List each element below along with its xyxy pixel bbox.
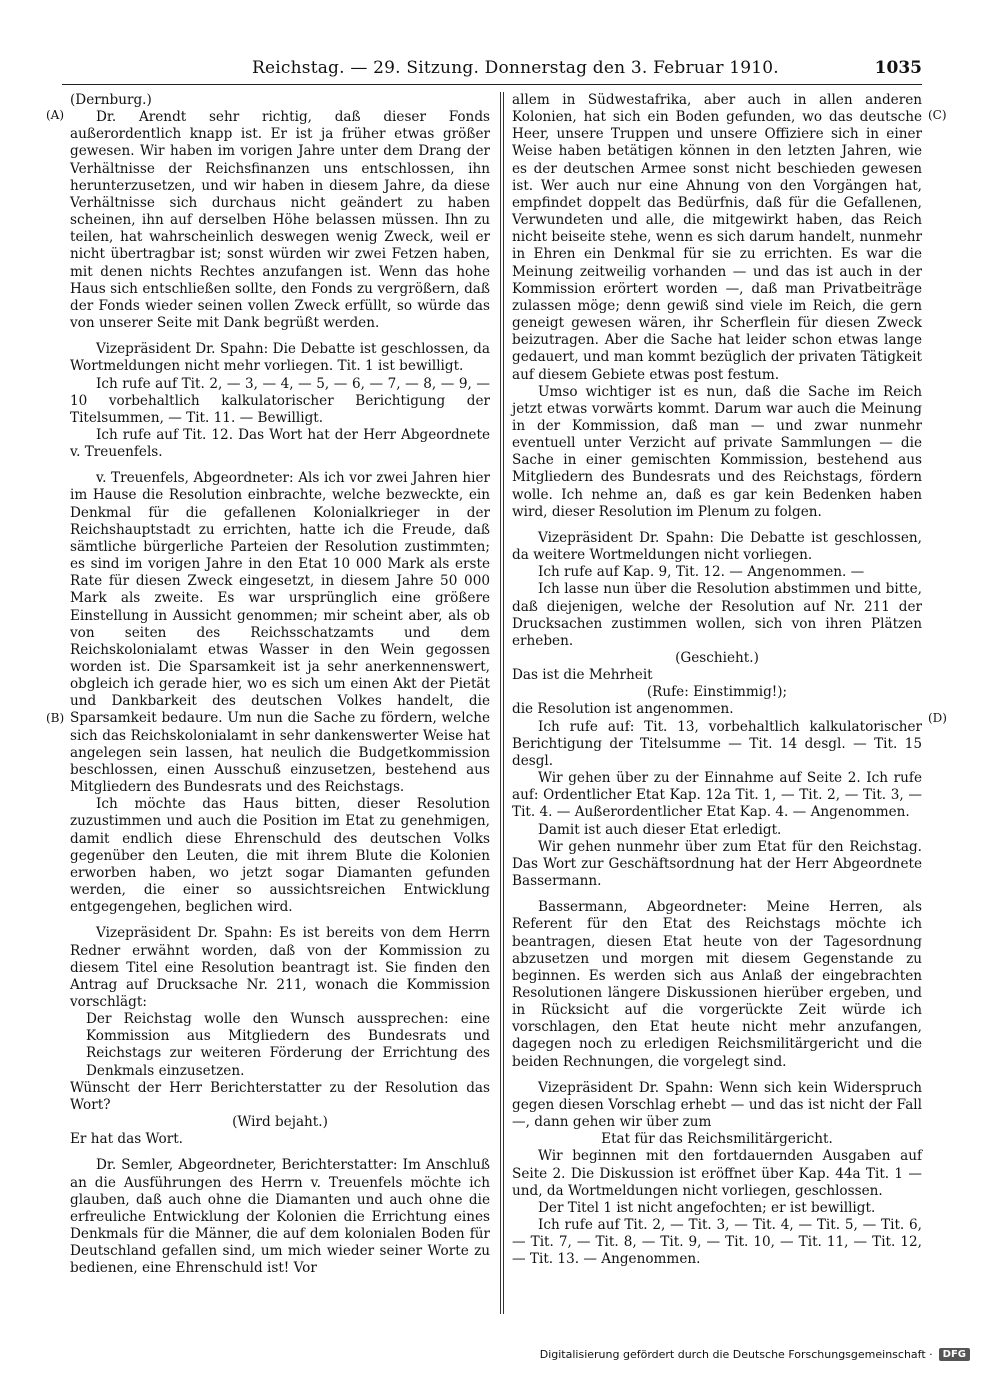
paragraph: Er hat das Wort. xyxy=(70,1131,184,1148)
paragraph: Das ist die Mehrheit xyxy=(512,667,653,684)
paragraph: Der Titel 1 ist nicht angefochten; er ist bewilligt. xyxy=(538,1199,876,1216)
paragraph: Wünscht der Herr Berichterstatter zu der Resolution das Wort? xyxy=(70,1079,490,1113)
paragraph: Ich rufe auf Tit. 2, — Tit. 3, — Tit. 4, — Tit. 5, — Tit. 6, — Tit. 7, — Tit. 8, — Tit. 9, — Tit. 10, — Tit. 11, — Tit. 12, — Tit. 13. — Angenommen. xyxy=(512,1217,922,1268)
paragraph: Dr. Semler, Abgeordneter, Berichterstatter: Im Anschluß an die Ausführungen des Herrn v. Treuenfels möchte ich glauben, daß auch ohne die Diamanten und auch ohne die erfreuliche Entwicklung der Kolonien die Errichtung eines Denkmals für die Männer, die auf dem kolonialen Boden für Deutschland gefallen sind, um mich wieder seiner Worte zu bedienen, eine Ehrenschuld ist! Vor xyxy=(70,1157,490,1277)
paragraph: Der Reichstag wolle den Wunsch aussprechen: eine Kommission aus Mitgliedern des Bundesrats und Reichstags zur weiteren Förderung der Errichtung des Denkmals einzusetzen. xyxy=(86,1011,490,1079)
page-number: 1035 xyxy=(874,58,922,78)
paragraph: (Wird bejaht.) xyxy=(232,1114,328,1131)
paragraph: Bassermann, Abgeordneter: Meine Herren, als Referent für den Etat des Reichstags möchte ich beantragen, diesen Etat heute von der Tagesordnung abzusetzen und morgen mit diesem Gegenstande zu beginnen. Es werden sich aus Anlaß der eingebrachten Resolutionen längere Diskussionen hierüber ergeben, und in Rücksicht auf die vorgerückte Zeit würde ich vorschlagen, den Etat heute nicht mehr anzufangen, dagegen noch zu erledigen Reichsmilitärgericht und die beiden Rechnungen, die vorgelegt sind. xyxy=(512,899,922,1070)
paragraph: Damit ist auch dieser Etat erledigt. xyxy=(538,821,782,838)
paragraph: Dr. Arendt sehr richtig, daß dieser Fonds außerordentlich knapp ist. Er ist ja früher etwas größer gewesen. Wir haben im vorigen Jahre unter dem Drang der Verhältnisse der Reichsfinanzen uns entschlossen, ihn herunterzusetzen, und wir haben in diesem Jahre, da diese Verhältnisse sich durchaus nicht geändert zu haben scheinen, ihn auf derselben Höhe belassen müssen. Ihn zu teilen, hat wahrscheinlich deswegen wenig Zweck, weil er nicht übertragbar ist; sonst würden wir zwei Fetzen haben, mit denen nichts Rechtes anzufangen ist. Wenn das hohe Haus sich entschließen sollte, den Fonds zu vergrößern, daß der Fonds wieder seinen vollen Zweck erfüllt, so würde das von unserer Seite mit Dank begrüßt werden. xyxy=(70,109,490,332)
paragraph: Ich rufe auf Kap. 9, Tit. 12. — Angenommen. — xyxy=(538,564,865,581)
column-divider xyxy=(500,92,501,1314)
paragraph: Vizepräsident Dr. Spahn: Die Debatte ist geschlossen, da weitere Wortmeldungen nicht vorliegen. xyxy=(512,529,922,564)
left-column xyxy=(70,92,490,1277)
footer xyxy=(540,1348,970,1361)
paragraph: Wir gehen nunmehr über zum Etat für den Reichstag. Das Wort zur Geschäftsordnung hat der Herr Abgeordnete Bassermann. xyxy=(512,838,922,890)
paragraph: die Resolution ist angenommen. xyxy=(512,701,734,718)
paragraph: Umso wichtiger ist es nun, daß die Sache im Reich jetzt etwas vorwärts kommt. Darum war auch die Meinung in der Kommission, daß man — und zwar nunmehr eventuell unter Verzicht auf private Sammlungen — die Sache in einer gemischten Kommission, bestehend aus Mitgliedern des Bundesrats und des Reichstags, fördern wolle. Ich nehme an, daß es gar kein Bedenken haben wird, dieser Resolution im Plenum zu folgen. xyxy=(512,383,922,520)
paragraph: Ich lasse nun über die Resolution abstimmen und bitte, daß diejenigen, welche der Resolution auf Nr. 211 der Drucksachen zustimmen wollen, sich von ihren Plätzen erheben. xyxy=(512,581,922,649)
paragraph: v. Treuenfels, Abgeordneter: Als ich vor zwei Jahren hier im Hause die Resolution einbrachte, welche bezweckte, ein Denkmal für die gefallenen Kolonialkrieger in der Reichshauptstadt zu errichten, hatte ich die Freude, daß sämtliche bürgerliche Parteien der Resolution zustimmten; es sind im vorigen Jahre in den Etat 10 000 Mark als erste Rate für diesen Zweck eingesetzt, in diesem Jahre 50 000 Mark als zweite. Es war ursprünglich eine größere Einstellung in Aussicht genommen; mir scheint aber, als ob von seiten des Reichsschatzamts und dem Reichskolonialamt etwas Wasser in den Wein gegossen worden ist. Die Sparsamkeit ist ja sehr anerkennenswert, obgleich ich gerade hier, wo es sich um einen Akt der Pietät und Dankbarkeit des deutschen Volkes handelt, die Sparsamkeit bedaure. Um nun die Sache zu fördern, welche sich das Reichskolonialamt in sehr dankenswerter Weise hat angelegen sein lassen, hat neulich die Budgetkommission beschlossen, einen Ausschuß einzusetzen, bestehend aus Mitgliedern des Bundesrats und des Reichstags. xyxy=(70,470,490,796)
dfg-logo: DFG xyxy=(939,1348,970,1361)
paragraph: Vizepräsident Dr. Spahn: Wenn sich kein Widerspruch gegen diesen Vorschlag erhebt — und das ist nicht der Fall —, dann gehen wir über zum xyxy=(512,1079,922,1131)
margin-marker-a: (A) xyxy=(46,108,65,122)
margin-marker-c: (C) xyxy=(928,108,947,122)
paragraph: Ich möchte das Haus bitten, dieser Resolution zuzustimmen und auch die Position im Etat zu genehmigen, damit endlich diese Ehrenschuld des deutschen Volks gegenüber den Leuten, die mit ihrem Blute die Kolonien erworben haben, wo jetzt sogar Diamanten gefunden werden, die einer so aussichtsreichen Entwicklung entgegengehen, beglichen wird. xyxy=(70,796,490,916)
margin-marker-b: (B) xyxy=(46,711,65,725)
footer-text: Digitalisierung gefördert durch die Deutsche Forschungsgemeinschaft · xyxy=(539,1348,933,1361)
paragraph: allem in Südwestafrika, aber auch in allen anderen Kolonien, hat sich ein Boden gefunden, wo das deutsche Heer, unsere Truppen und unsere Offiziere sich in einer Weise haben betätigen können in den letzten Jahren, wie es der deutschen Armee sonst nicht beschieden gewesen ist. Wer auch nur eine Ahnung von den Vorgängen hat, empfindet doppelt das Bedürfnis, daß für die Gefallenen, Verwundeten und alle, die mitgewirkt haben, das Reich nicht beiseite stehe, wenn es sich darum handelt, nunmehr in Ehren ein Denkmal für sie zu errichten. Es war die Meinung zeitweilig vorhanden — und das ist auch in der Kommission erörtert worden —, daß man Privatbeiträge zulassen möge; denn gewiß sind viele im Reich, die gern geneigt gewesen wären, ihr Scherflein für diesen Zweck beizutragen. Aber die Sache hat leider schon etwas lange gedauert, und man kommt bezüglich der privaten Tätigkeit auf diesem Gebiete etwas post festum. xyxy=(512,92,922,383)
paragraph: Ich rufe auf Tit. 12. Das Wort hat der Herr Abgeordnete v. Treuenfels. xyxy=(70,426,490,461)
page-header xyxy=(62,58,922,85)
paragraph: Wir gehen über zu der Einnahme auf Seite 2. Ich rufe auf: Ordentlicher Etat Kap. 12a Tit. 1, — Tit. 2, — Tit. 3, — Tit. 4. — Außerordentlicher Etat Kap. 4. — Angenommen. xyxy=(512,770,922,821)
paragraph: (Dernburg.) xyxy=(70,92,152,108)
header-title: Reichstag. — 29. Sitzung. Donnerstag den 3. Februar 1910. xyxy=(252,58,779,78)
paragraph: (Geschieht.) xyxy=(675,650,759,666)
margin-marker-d: (D) xyxy=(928,711,947,725)
paragraph: Vizepräsident Dr. Spahn: Es ist bereits von dem Herrn Redner erwähnt worden, daß von der Kommission zu diesem Titel eine Resolution beantragt ist. Sie finden den Antrag auf Drucksache Nr. 211, wonach die Kommission vorschlägt: xyxy=(70,925,490,1010)
paragraph: (Rufe: Einstimmig!); xyxy=(646,684,788,701)
paragraph: Ich rufe auf: Tit. 13, vorbehaltlich kalkulatorischer Berichtigung der Titelsumme — Tit. 14 desgl. — Tit. 15 desgl. xyxy=(512,718,922,769)
paragraph: Etat für das Reichsmilitärgericht. xyxy=(601,1131,833,1148)
paragraph: Vizepräsident Dr. Spahn: Die Debatte ist geschlossen, da Wortmeldungen nicht mehr vorliegen. Tit. 1 ist bewilligt. xyxy=(70,341,490,375)
right-column xyxy=(512,92,922,1268)
paragraph: Wir beginnen mit den fortdauernden Ausgaben auf Seite 2. Die Diskussion ist eröffnet über Kap. 44a Tit. 1 — und, da Wortmeldungen nicht vorliegen, geschlossen. xyxy=(512,1148,922,1199)
column-divider-second xyxy=(503,92,504,1314)
paragraph: Ich rufe auf Tit. 2, — 3, — 4, — 5, — 6, — 7, — 8, — 9, — 10 vorbehaltlich kalkulatorischer Berichtigung der Titelsummen, — Tit. 11. — Bewilligt. xyxy=(70,375,490,426)
